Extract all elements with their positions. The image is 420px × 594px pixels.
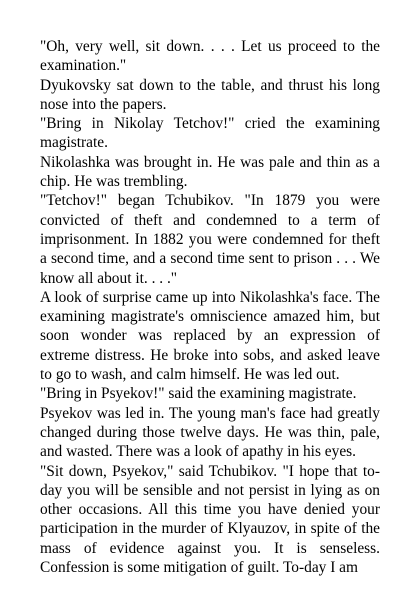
paragraph-6: A look of surprise came up into Nikolashka's face. The examining magistrate's omniscience amazed him, but soon wonder was replaced by an expression of extreme distress. He broke into sobs, and asked leave to go to wash, and calm himself. He was led out. [40, 288, 380, 384]
paragraph-1: "Oh, very well, sit down. . . . Let us proceed to the examination." [40, 38, 380, 75]
paragraph-5: "Tetchov!" began Tchubikov. "In 1879 you were convicted of theft and condemned to a term of imprisonment. In 1882 you were condemned for theft a second time, and a second time sent to prison . . . We know all about it. . . ." [40, 192, 380, 287]
paragraph-9: "Sit down, Psyekov," said Tchubikov. "I hope that to-day you will be sensible and not persist in lying as on other occasions. All this time you have denied your participation in the murder of Klyauzov, in spite of the mass of evidence against you. It is senseless. Confession is some mitigation of guilt. To-day I am [40, 462, 380, 577]
document-page [40, 37, 380, 577]
paragraph-4: Nikolashka was brought in. He was pale and thin as a chip. He was trembling. [40, 153, 380, 191]
paragraph-8: Psyekov was led in. The young man's face had greatly changed during those twelve days. He was thin, pale, and wasted. There was a look of apathy in his eyes. [40, 404, 380, 461]
paragraph-3: "Bring in Nikolay Tetchov!" cried the examining magistrate. [40, 115, 380, 152]
paragraph-2: Dyukovsky sat down to the table, and thrust his long nose into the papers. [40, 76, 380, 113]
paragraph-7: "Bring in Psyekov!" said the examining magistrate. [40, 385, 357, 403]
